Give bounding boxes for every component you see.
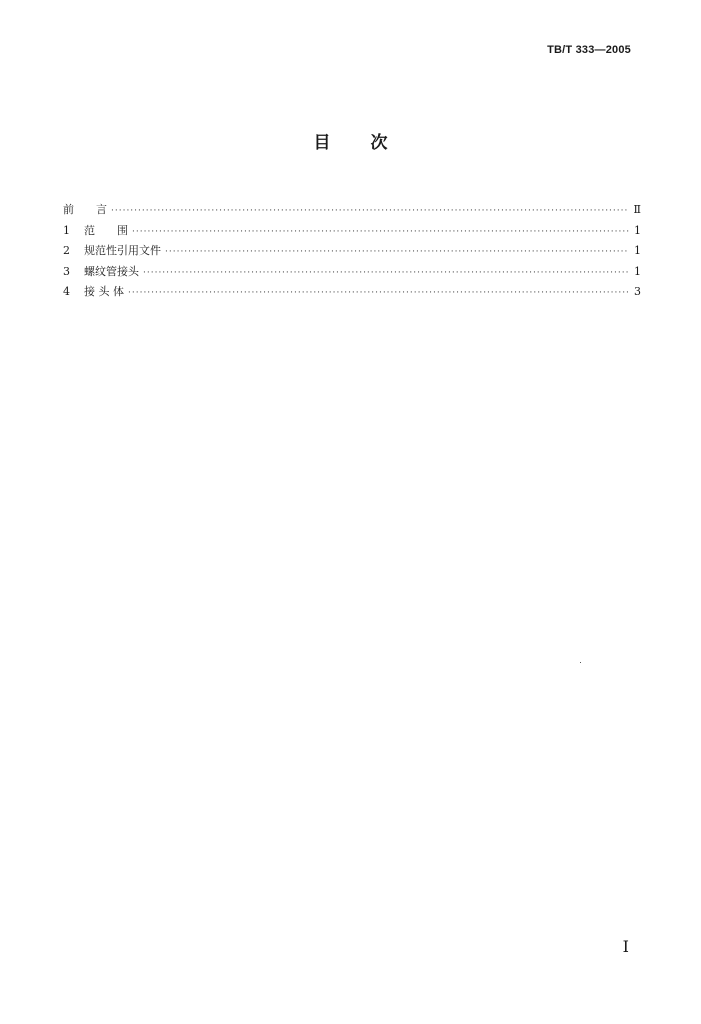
toc-entry-number: 4 — [63, 285, 70, 298]
toc-dot-leader — [132, 222, 629, 243]
toc-entry-number: 3 — [63, 264, 70, 278]
toc-entry-label: 接 头 体 — [84, 285, 124, 298]
toc-dot-leader — [128, 283, 629, 304]
toc-title — [0, 128, 701, 153]
toc-entry-number: 2 — [63, 244, 70, 257]
toc-dot-leader — [165, 242, 629, 263]
toc-entry-normative-references[interactable] — [63, 241, 641, 262]
toc-entry-page: 1 — [634, 223, 641, 237]
toc-entry-threaded-pipe-joint[interactable] — [63, 262, 641, 283]
toc-entry-label: 规范性引用文件 — [84, 244, 161, 257]
toc-entry-joint-body[interactable] — [63, 282, 641, 303]
toc-title-char-2: 次 — [370, 133, 388, 153]
scan-speck — [580, 662, 581, 663]
toc-dot-leader — [111, 201, 629, 222]
toc-entry-page: 1 — [634, 264, 641, 278]
toc-entry-label: 范 围 — [84, 223, 128, 237]
toc-title-char-1: 目 — [313, 133, 331, 153]
toc-entry-label: 前 言 — [63, 203, 107, 216]
toc-entry-page: 3 — [634, 285, 641, 298]
page-number: Ⅰ — [622, 937, 629, 956]
toc-entry-scope[interactable] — [63, 221, 641, 242]
toc-entry-page: Ⅱ — [633, 203, 641, 216]
table-of-contents — [63, 200, 641, 303]
toc-entry-page: 1 — [634, 244, 641, 257]
toc-entry-foreword[interactable] — [63, 200, 641, 221]
toc-entry-number: 1 — [63, 223, 70, 237]
standard-code: TB/T 333—2005 — [547, 44, 631, 56]
toc-entry-label: 螺纹管接头 — [84, 264, 139, 278]
toc-dot-leader — [143, 263, 629, 284]
